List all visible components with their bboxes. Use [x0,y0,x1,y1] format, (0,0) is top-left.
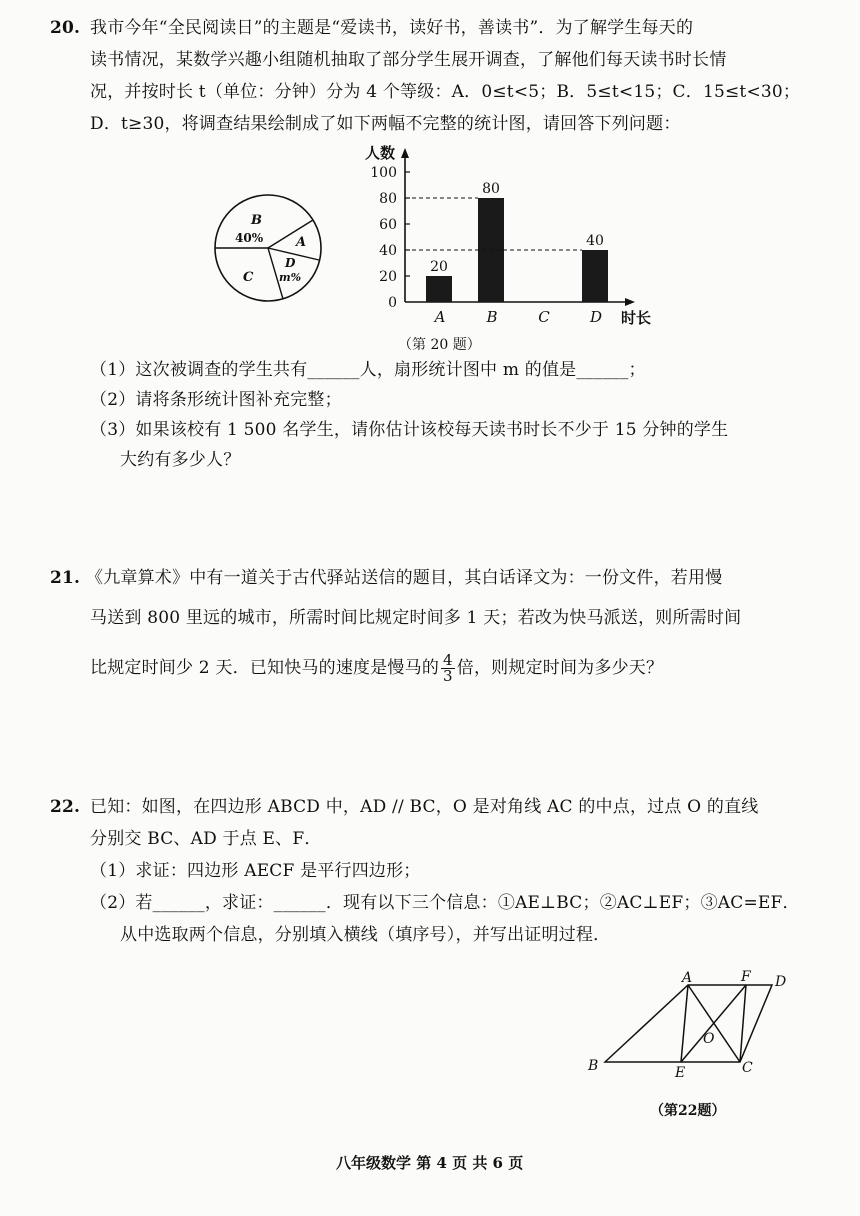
q22-sub-1: （1）求证：四边形 AECF 是平行四边形； [90,861,421,881]
pie-pct-b: 40% [235,231,264,245]
y-tick-label-40: 40 [379,243,397,259]
y-tick-label-0: 0 [388,295,397,311]
bar-chart-plot [370,148,635,326]
q20-sub-2: （2）请将条形统计图补充完整； [90,390,342,410]
point-label-a: A [682,970,693,986]
point-label-e: E [675,1065,686,1080]
q20-sub-1: （1）这次被调查的学生共有______人，扇形统计图中 m 的值是______； [90,360,646,380]
point-label-c: C [742,1060,753,1076]
q20-caption: （第 20 题） [398,337,481,353]
pie-pct-d: m% [279,271,302,284]
point-label-f: F [741,969,751,985]
q21-line-1: 《九章算术》中有一道关于古代驿站送信的题目，其白话译文为：一份文件，若用慢 [86,568,723,588]
pie-label-b: B [251,213,262,228]
q22-sub-2-cont: 从中选取两个信息，分别填入横线（填序号），并写出证明过程． [120,925,611,945]
point-label-o: O [703,1031,715,1047]
q20-stem-line-1: 我市今年“全民阅读日”的主题是“爱读书，读好书，善读书”．为了解学生每天的 [90,18,694,38]
segment-ef [681,985,746,1062]
q20-sub-3: （3）如果该校有 1 500 名学生，请你估计该校每天读书时长不少于 15 分钟的学生 [90,420,729,440]
q22-stem-line-1: 已知：如图，在四边形 ABCD 中，AD // BC，O 是对角线 AC 的中点，过点 O 的直线 [90,797,759,817]
pie-divider-ba [268,220,313,248]
point-label-d: D [775,974,787,990]
q22-caption: （第22题） [650,1103,726,1119]
q20-pie-chart [205,190,335,310]
bar-D [582,250,608,302]
q22-stem-line-2: 分别交 BC、AD 于点 E、F． [90,829,322,849]
q20-stem-line-4: D．t≥30，将调查结果绘制成了如下两幅不完整的统计图，请回答下列问题： [90,114,681,134]
data-label-D: 40 [586,233,604,249]
q20-stem-line-3: 况，并按时长 t（单位：分钟）分为 4 个等级：A．0≤t<5；B．5≤t<15；C．15≤t<30； [90,82,801,102]
segment-ae [681,985,688,1062]
point-label-b: B [588,1058,599,1074]
y-tick-label-20: 20 [379,269,397,285]
pie-label-c: C [243,270,254,285]
pie-label-d: D [285,256,296,270]
q21-line-3-text-a: 比规定时间少 2 天．已知快马的速度是慢马的 [90,658,440,678]
quadrilateral-abcd [605,985,772,1062]
q20-sub-3-cont: 大约有多少人？ [120,450,241,470]
data-label-A: 20 [430,259,448,275]
q21-line-3-text-b: 倍，则规定时间为多少天？ [456,658,664,678]
bar-A [426,276,452,302]
x-tick-label-D: D [589,308,603,326]
y-tick-label-100: 100 [370,165,397,181]
x-axis-arrow [625,298,635,306]
x-tick-label-C: C [538,308,550,326]
x-tick-label-A: A [434,308,446,326]
fraction-numerator: 4 [443,651,453,669]
y-tick-label-60: 60 [379,217,397,233]
q21-fraction [441,653,455,684]
y-axis-arrow [401,148,409,158]
y-tick-label-80: 80 [379,191,397,207]
q21-line-2: 马送到 800 里远的城市，所需时间比规定时间多 1 天；若改为快马派送，则所需时间 [90,608,742,628]
q20-bar-chart [355,140,670,330]
bar-y-axis-label: 人数 [365,144,396,162]
q21-number: 21. [50,568,81,588]
q22-number: 22. [50,797,81,817]
pie-label-a: A [296,235,307,250]
page-footer: 八年级数学 第 4 页 共 6 页 [336,1154,524,1172]
bar-x-axis-label: 时长 [621,309,652,327]
q22-geometry-figure [580,965,800,1080]
q20-number: 20. [50,18,81,38]
q22-sub-2: （2）若______，求证：______．现有以下三个信息：①AE⊥BC；②AC⊥EF；③AC=EF． [90,893,800,913]
fraction-denominator: 3 [443,667,453,685]
data-label-B: 80 [482,181,500,197]
q20-stem-line-2: 读书情况，某数学兴趣小组随机抽取了部分学生展开调查，了解他们每天读书时长情 [90,50,727,70]
q21-line-3 [90,652,663,684]
x-tick-label-B: B [486,308,498,326]
